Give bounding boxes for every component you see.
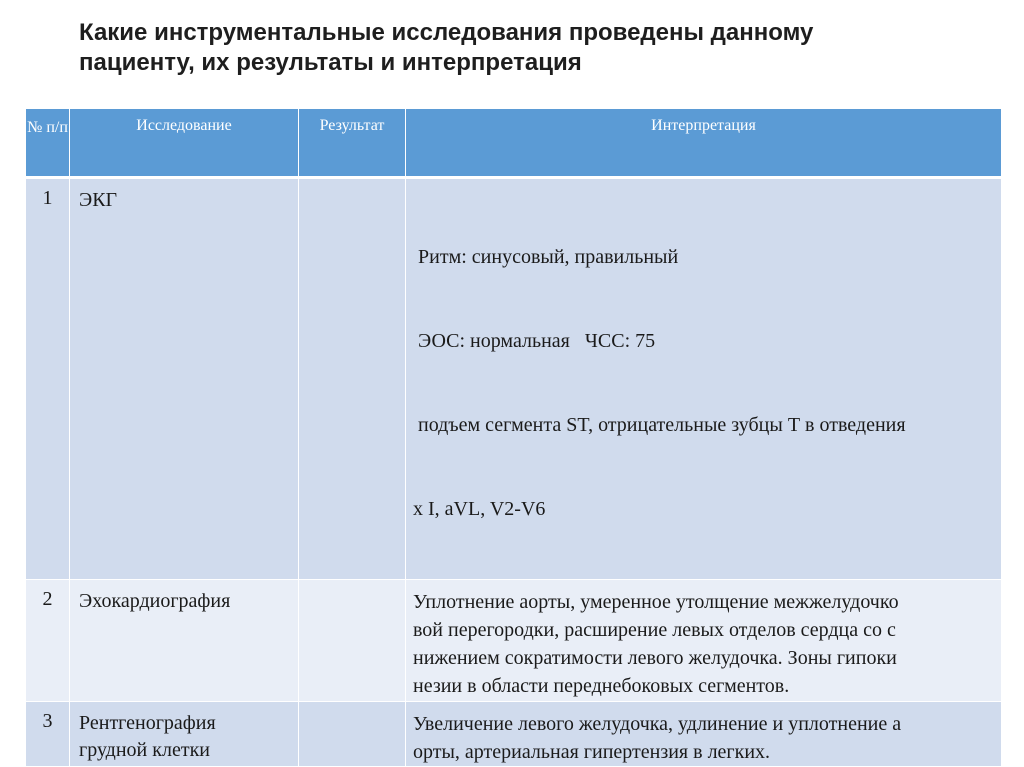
study-line: грудной клетки [79, 739, 210, 761]
slide-title [79, 18, 979, 78]
slide-title-line-2: пациенту, их результаты и интерпретация [79, 49, 582, 76]
header-result: Результат [299, 109, 406, 178]
row-num: 2 [26, 580, 70, 702]
row-study: ЭКГ [70, 178, 299, 580]
row-result [299, 580, 406, 702]
row-num: 3 [26, 702, 70, 767]
slide-title-line-1: Какие инструментальные исследования проведены данному [79, 19, 814, 46]
interpretation-line: ЭОС: нормальная ЧСС: 75 [413, 330, 656, 352]
row-study [70, 702, 299, 767]
findings-table [25, 108, 1002, 767]
row-num: 1 [26, 178, 70, 580]
row-interpretation [406, 580, 1002, 702]
row-study: Эхокардиография [70, 580, 299, 702]
table-row [26, 580, 1002, 702]
interpretation-line: х I, aVL, V2-V6 [413, 498, 546, 520]
header-num: № п/п [26, 109, 70, 178]
header-study: Исследование [70, 109, 299, 178]
row-interpretation [406, 178, 1002, 580]
table-row [26, 702, 1002, 767]
interpretation-line: Увеличение левого желудочка, удлинение и уплотнение а [413, 713, 902, 735]
row-result [299, 178, 406, 580]
interpretation-line: Ритм: синусовый, правильный [413, 246, 679, 268]
interpretation-line: подъем сегмента ST, отрицательные зубцы Т в отведения [413, 414, 906, 436]
table-row [26, 178, 1002, 580]
interpretation-line: орты, артериальная гипертензия в легких. [413, 741, 771, 763]
row-interpretation [406, 702, 1002, 767]
table-header-row [26, 109, 1002, 178]
interpretation-line: Уплотнение аорты, умеренное утолщение межжелудочко [413, 591, 899, 613]
header-interpretation: Интерпретация [406, 109, 1002, 178]
row-result [299, 702, 406, 767]
interpretation-line: незии в области переднебоковых сегментов. [413, 675, 790, 697]
interpretation-line: вой перегородки, расширение левых отделов сердца со с [413, 619, 896, 641]
interpretation-line: нижением сократимости левого желудочка. Зоны гипоки [413, 647, 897, 669]
study-line: Рентгенография [79, 712, 216, 734]
